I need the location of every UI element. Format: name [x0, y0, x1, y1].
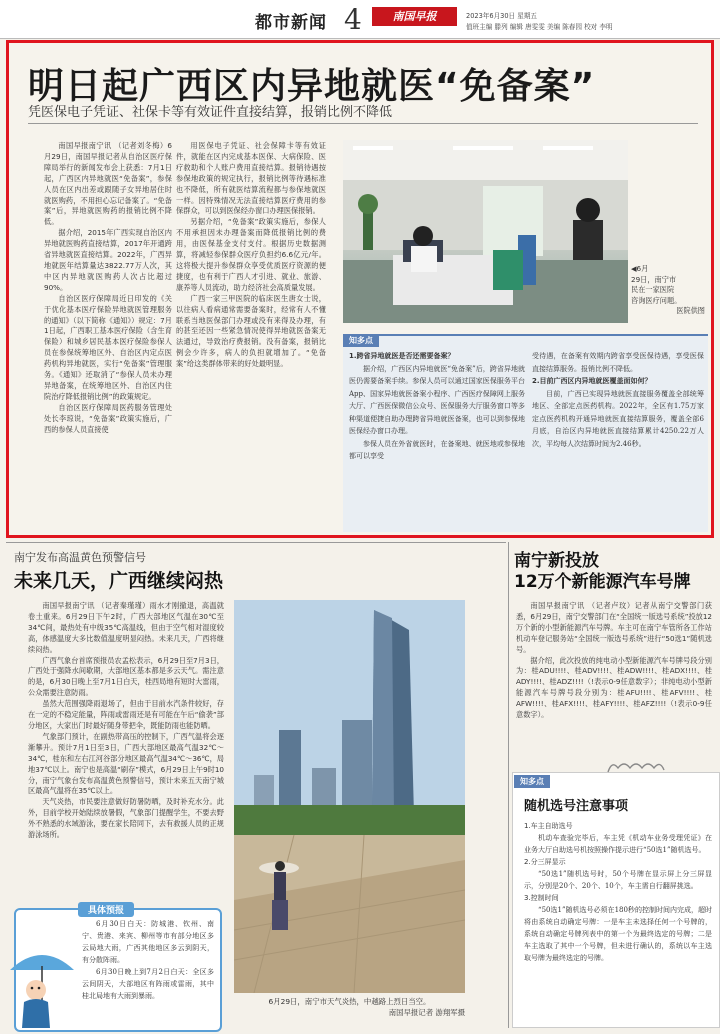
plate-tips-body: 1.车主自助选号 机动车查验完毕后，车主凭《机动车业务受理凭证》在业务大厅自助选号机按照操作提示进行“50选1”随机选号。 2.分三屏显示 “50选1”随机选号时，50个号牌在显示屏上分三屏显示，分别是20个、20个、10个，车主需自行翻屏挑选。 3.控制时间 “50选1”随机选号必须在180秒的控制时间内完成，超时将由系统自动确定号牌：一是车主未选择任何一个号牌的，系统自动确定号牌列表中的第一个为最终选定的号牌；二是车主选取了其中一个号牌，但未进行确认的，系统以车主选取号牌为最终选定的号牌。 [524, 822, 712, 962]
issue-date: 2023年6月30日 星期五 [466, 12, 538, 20]
top-story-headline: 明日起广西区内异地就医“免备案” [28, 66, 596, 107]
decorative-swirl-icon [606, 758, 666, 778]
knowledge-box-column-1: 1.跨省异地就医是否还需要备案？ 据介绍，广西区内异地就医“免备案”后，跨省异地就医仍需要备案手续。参保人员可以通过国家医保服务平台App、国家异地就医备案小程序、广西医疗保障网上服务大厅、广西医保微信公众号、医保服务大厅服务窗口等多种渠道便捷自助办理跨省异地就医备案，也可以到参保地医保经办窗口办理。 参保人员在外省就医时，在备案地、就医地或参保地都可以享受 [349, 352, 525, 460]
city-heat-photo [234, 600, 465, 993]
hospital-scene-illustration [343, 140, 628, 323]
knowledge-box-tag: 知多点 [343, 334, 379, 347]
plate-story-headline: 南宁新投放 12万个新能源汽车号牌 [514, 551, 691, 592]
top-story-subhead: 凭医保电子凭证、社保卡等有效证件直接结算，报销比例不降低 [28, 105, 393, 120]
heat-story-kicker: 南宁发布高温黄色预警信号 [14, 551, 146, 564]
plate-story-body: 南国早报南宁讯 （记者卢玟）记者从南宁交警部门获悉，6月29日，南宁交警部门在“全国统一版选号系统”投放12万个新的小型新能源汽车号牌。车主可在南宁车管所各工作站机动车登记服务站“全国统一版选号系统”进行“50选1”随机选号。 据介绍，此次投放的纯电动小型新能源汽车号牌号段分别为：桂ADU!!!!、桂ADV!!!!、桂ADW!!!!、桂ADX!!!!、桂ADY!!!!、桂ADZ!!!!（!表示0-9任意数字）；非纯电动小型新能源汽车号牌号段分别为：桂AFU!!!!、桂AFV!!!!、桂AFW!!!!、桂AFX!!!!、桂AFY!!!!、桂AFZ!!!!（!表示0-9任意数字）。 [516, 601, 712, 720]
knowledge-box-column-2: 受待遇，在备案有效期内跨省享受医保待遇，享受医保直接结算服务。报销比例不降低。 2.目前广西区内异地就医覆盖面如何？ 目前，广西已实现异地就医直接服务覆盖全部统筹地区、全部定点医药机构。2022年，全区有1.75万家定点医药机构开通异地就医直接结算服务，覆盖全部6月底，自治区内异地就医直接结算累计4250.22万人次，平均每人次结算时间为2.46秒。 [532, 352, 704, 448]
heat-story-body: 南国早报南宁讯 （记者秦瑾瑾）雨水才刚撤退，高温就卷土重来。6月29日下午2时，广西大部地区气温在30℃至34℃间，最热处有中级35℃高温线，但由于空气相对湿度较高，体感温度大多比数值温度明显闷热。未来几天，广西将继续闷热。 广西气象台首席预报员农孟松表示，6月29日至7月3日，广西处于强降水间歇期，大部地区基本都是多云天气。需注意的是，6月30日晚上至7月1日白天，桂西局地有短时大雷雨，公众需要注意防雨。 虽然大范围强降雨退场了，但由于目前水汽条件较好，存在一定的不稳定能量，阵雨或雷雨还是有可能在午后“偷袭”部分地区，大家出门时最好随身带把伞，既能防雨也能防晒。 气象部门预计，在副热带高压的控制下，广西气温将会逐渐攀升。预计7月1日至3日，广西大部地区最高气温32℃～34℃，桂东和左右江河谷部分地区最高气温34℃～36℃，局地37℃以上。南宁也是高温“刷存”模式，6月29日上午9时10分，南宁气象台发布高温黄色预警信号，预计未来五天南宁城区最高气温将在35℃以上。 天气炎热，市民要注意做好防暑防晒，及时补充水分。此外，目前学校开始陆续放暑假，气象部门提醒学生，不要去野外不熟悉的水域游泳，要在家长陪同下，去有救援人员的正规游泳场所。 [28, 601, 224, 840]
umbrella-mascot-icon [6, 940, 78, 1030]
newspaper-logo: 南国早报 [372, 7, 457, 26]
plate-tips-tag: 知多点 [514, 775, 550, 788]
column-divider [508, 542, 509, 1028]
plate-tips-title: 随机选号注意事项 [524, 799, 629, 814]
headline-rule [28, 123, 698, 124]
top-story-column-1: 南国早报南宁讯 （记者刘冬梅）6月29日，南国早报记者从自治区医疗保障局举行的新闻发布会上获悉：7月1日起，广西区内异地就医“免备案”，参保人员在区内出差或跟随子女异地居住时就医购药，不用担心忘记备案了。“免备案”后，异地就医购药的报销比例不降低。 据介绍，2015年广西实现自治区内异地就医购药直接结算，2017年开通跨省异地就医直接结算。2022年，广西异地就医年结算量达3822.77万人次，其中区内异地就医购药人次占比超过90%。 自治区医疗保障局近日印发的《关于优化基本医疗保险异地就医管理服务的通知》（以下简称《通知》）规定：7月1日起，广西职工基本医疗保险（含生育保险）和城乡居民基本医疗保险参保人员在参保统筹地区外、自治区内定点医药机构异地就医，实行“免备案”管理服务。《通知》还取消了“参保人员未办理异地备案，在统筹地区外、自治区内住院治疗降低报销比例”的政策规定。 自治区医疗保障局医药服务管理处处长李琼说，“免备案”政策实施后，广西的参保人员直接使 [44, 141, 172, 434]
hospital-photo [343, 140, 628, 323]
section-rule [6, 542, 506, 543]
editor-credits: 值班主编 滕列 编辑 唐雯雯 美编 陈春园 校对 李明 [466, 23, 613, 31]
page-number: 4 [344, 3, 362, 36]
top-story-column-2: 用医保电子凭证、社会保障卡等有效证件，就能在区内完成基本医保、大病保险、医疗救助和个人账户费用直接结算。报销待遇按参保地政策的规定执行，报销比例等待遇标准也不降低，所有就医结算流程都与参保地就医一样。因特殊情况无法直接结算医疗费用的参保群众，可以到医保经办窗口办理医保报销。 另据介绍，“免备案”政策实施后，参保人不用承担因未办理备案而降低报销比例的费用，由医保基金支付支付。根据历史数据测算，将减轻参保群众医疗负担约6.6亿元/年。这将极大提升参保群众享受优质医疗资源的便捷度，也有利于广西人才引进、就业、旅游、康养等人员流动，助力经济社会高质量发展。 广西一家三甲医院的临床医生唐女士说，以往病人看病通常需要备案时，经常有人不懂联系当地医保部门办理或没有来得及办理，有的甚至还因一些紧急情况使得异地就医备案无法通过，导致治疗费报销。没有备案，报销比例会少许多，病人的负担就增加了。“免备案”给这类群体带来的好处最明显。 [176, 141, 326, 369]
hospital-photo-caption: ◀6月 29日，南宁市 民在一家医院 咨询医疗问题。 医院供图 [631, 264, 705, 315]
city-photo-caption: 6月29日，南宁市天气炎热，中越路上烈日当空。 南国早报记者 游翔军摄 [268, 997, 465, 1017]
heat-story-headline: 未来几天，广西继续闷热 [14, 570, 224, 592]
section-name: 都市新闻 [255, 13, 327, 33]
forecast-body: 6月30日白天：防城港、钦州、南宁、贵港、来宾、柳州等市有部分地区多云局地大雨，广西其他地区多云到阴天，有分散阵雨。 6月30日晚上到7月2日白天：全区多云间阴天，大部地区有阵雨或雷雨，其中桂北局地有大雨到暴雨。 [82, 920, 214, 1000]
city-towers-illustration [234, 600, 465, 993]
forecast-title: 具体预报 [78, 902, 134, 917]
